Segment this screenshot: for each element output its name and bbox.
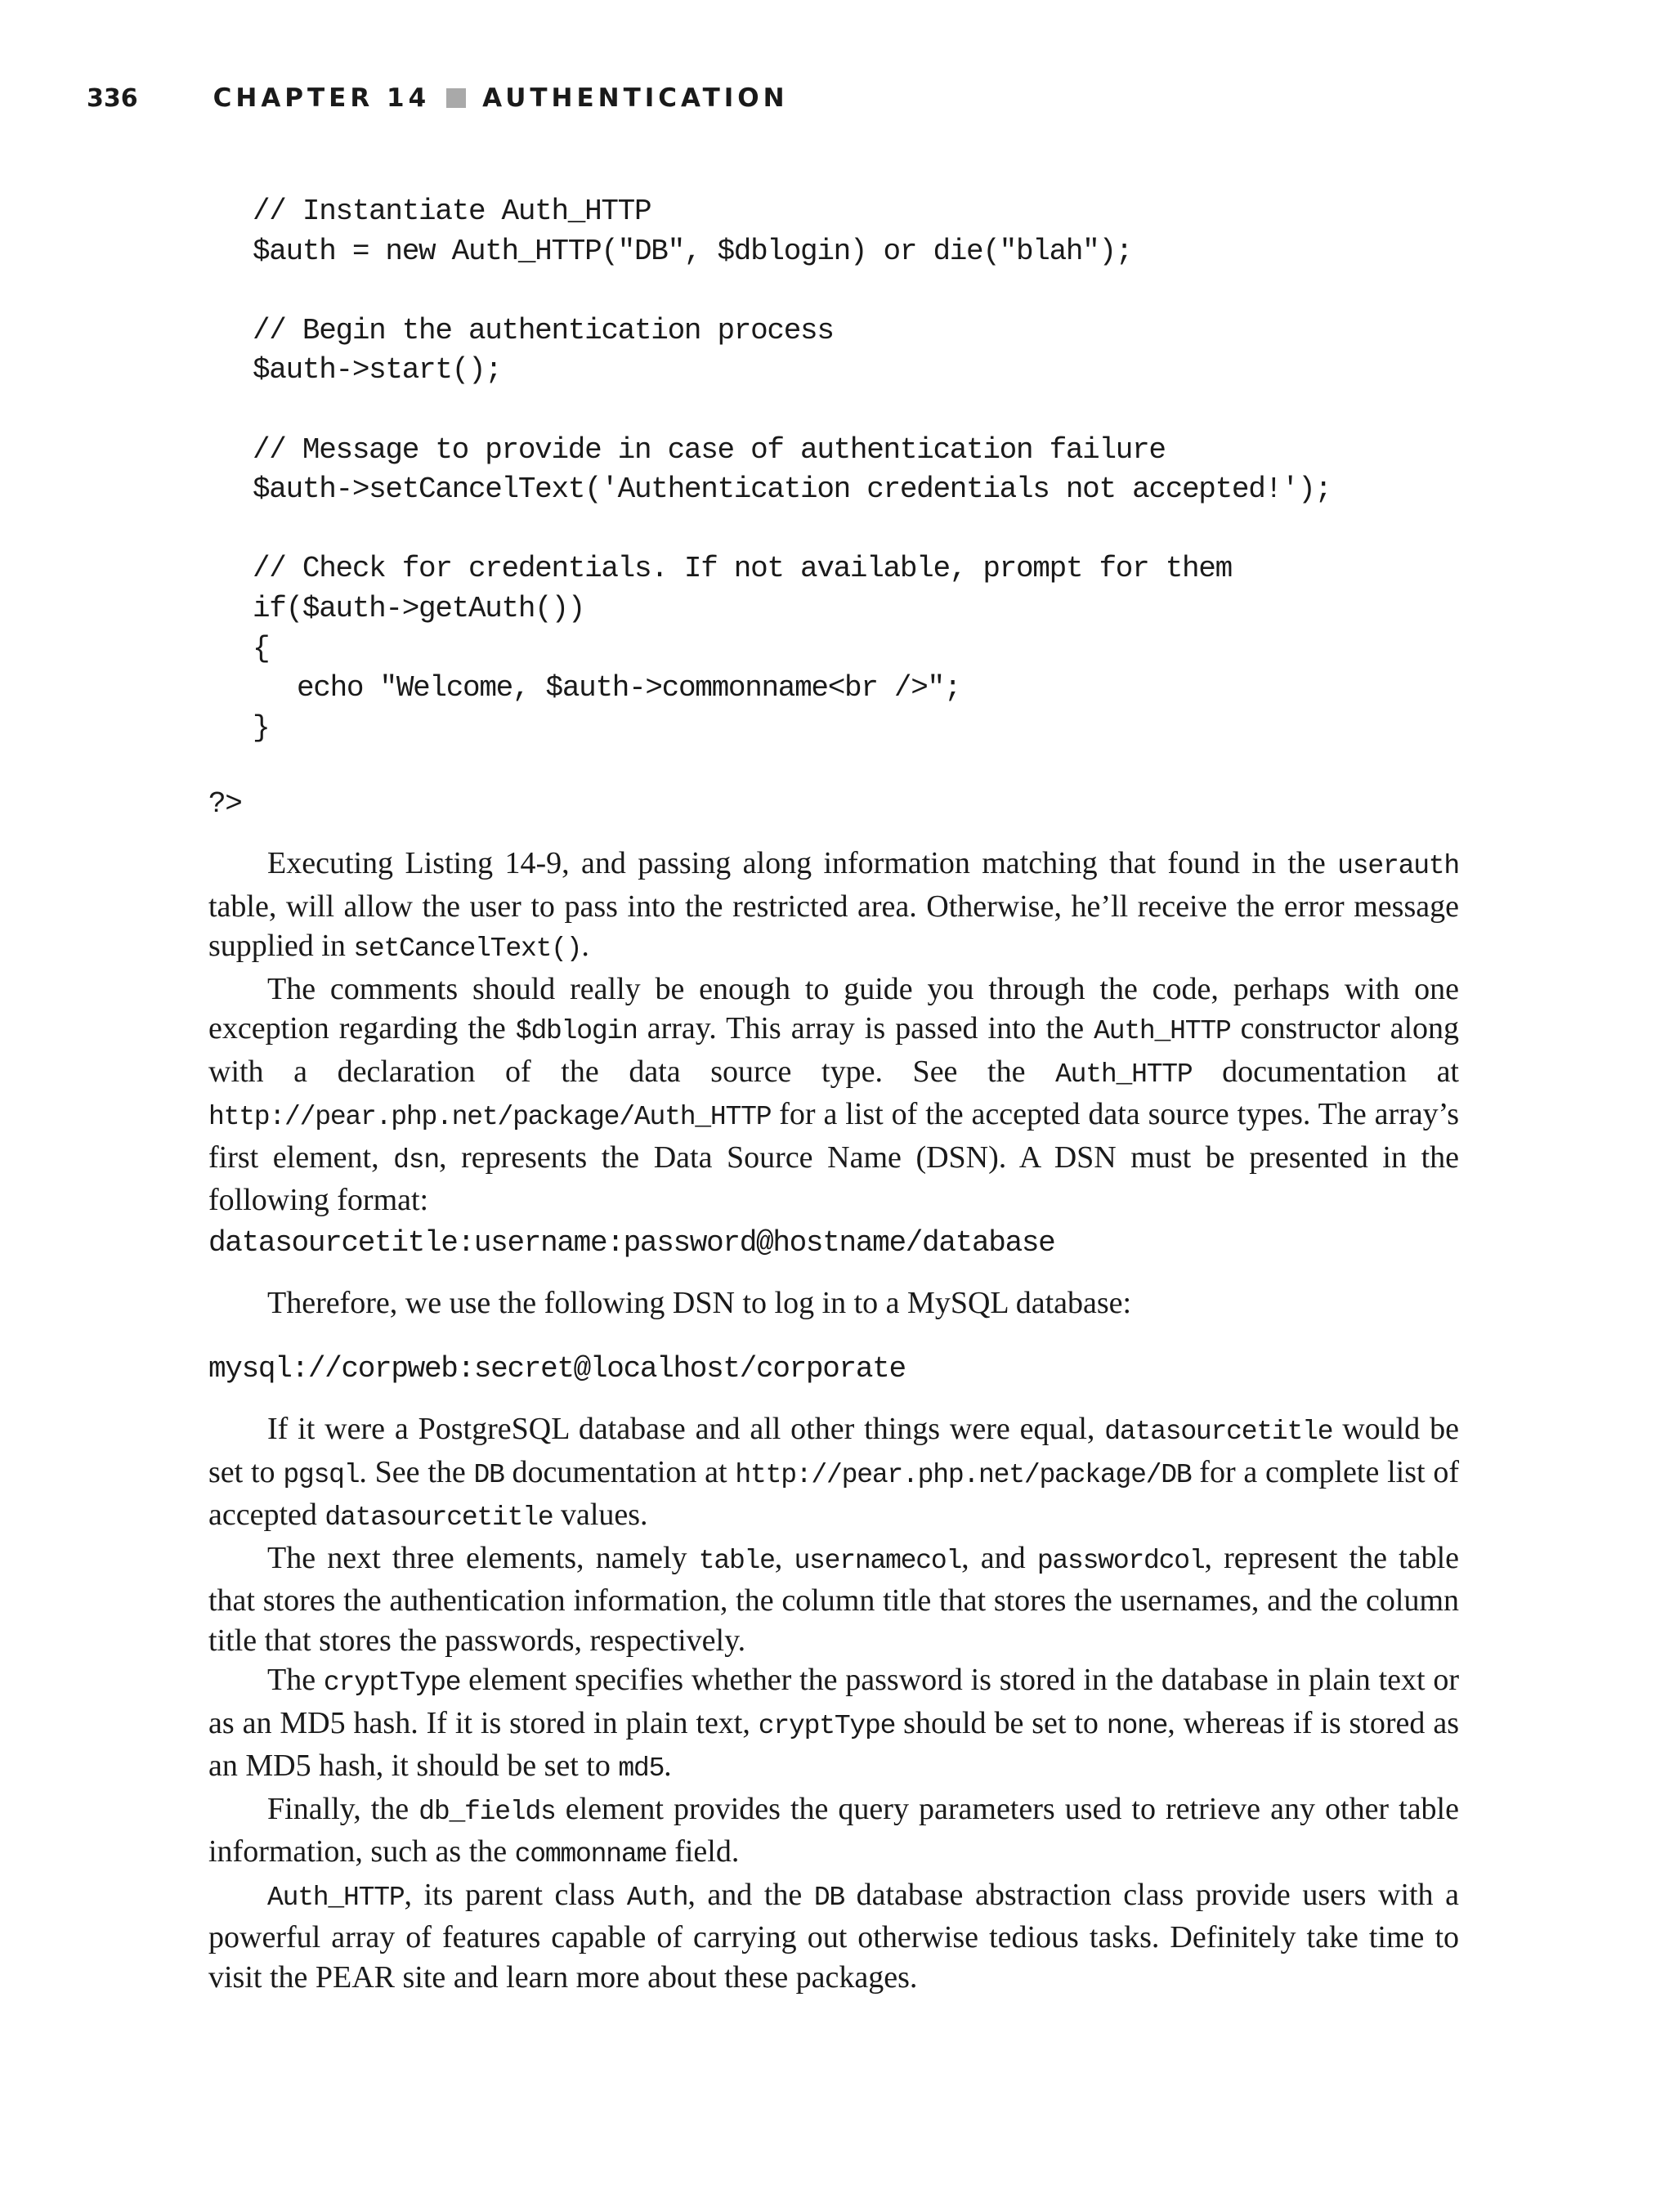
text-run: database abstraction class provide users with a powerful array of features capable of carrying out otherwise tedious tasks. Definitely take time to visit the PEAR site and learn more about these packages.	[208, 1877, 1459, 1995]
body-paragraph	[208, 1538, 1459, 1661]
text-run: table, will allow the user to pass into the restricted area. Otherwise, he’ll receive the error message supplied in	[208, 889, 1459, 963]
body-paragraph	[208, 1660, 1459, 1789]
running-header	[87, 80, 789, 116]
code-line	[0, 391, 1332, 431]
text-run: , its parent class	[404, 1877, 627, 1912]
inline-code: pgsql	[283, 1459, 360, 1490]
inline-code: datasourcetitle	[325, 1502, 553, 1533]
inline-code: userauth	[1337, 851, 1459, 881]
body-paragraph	[208, 969, 1459, 1220]
text-run: The	[267, 1663, 324, 1697]
inline-code: cryptType	[758, 1710, 896, 1741]
body-paragraph	[208, 1283, 1459, 1323]
inline-code: md5	[618, 1753, 665, 1784]
code-line: $auth->setCancelText('Authentication credentials not accepted!');	[253, 472, 1332, 507]
text-run: array. This array is passed into the	[637, 1011, 1094, 1046]
code-listing	[0, 192, 1332, 748]
text-run: element specifies whether the password is stored in the database in plain text or as an MD5 hash. If it is stored in plain text,	[208, 1663, 1460, 1740]
inline-code: Auth	[626, 1882, 688, 1913]
chapter-label: CHAPTER 14	[213, 83, 431, 113]
text-run: , and	[961, 1540, 1037, 1575]
text-run: The next three elements, namely	[267, 1540, 699, 1575]
text-run: If it were a PostgreSQL database and all other things were equal,	[267, 1412, 1105, 1446]
code-line: {	[253, 631, 270, 665]
code-closing-tag: ?>	[208, 787, 242, 821]
inline-code: setCancelText()	[353, 934, 582, 964]
inline-code: DB	[473, 1459, 504, 1490]
text-run: , whereas if is stored as an MD5 hash, it should be set to	[208, 1705, 1460, 1783]
body-paragraph	[208, 1409, 1459, 1538]
code-line	[0, 510, 1332, 550]
body-paragraph	[208, 1875, 1459, 1998]
dsn-format-line: datasourcetitle:username:password@hostname/database	[208, 1226, 1055, 1260]
code-line: }	[253, 710, 270, 745]
code-line: // Message to provide in case of authentication failure	[253, 432, 1166, 467]
inline-code: Auth_HTTP	[1055, 1059, 1193, 1090]
inline-code: commonname	[514, 1839, 667, 1869]
dsn-example-line: mysql://corpweb:secret@localhost/corporate	[208, 1352, 906, 1386]
inline-code: usernamecol	[794, 1545, 962, 1576]
inline-code: dsn	[393, 1144, 439, 1175]
code-line: echo "Welcome, $auth->commonname<br />";	[297, 671, 961, 705]
text-run: would be set to	[208, 1412, 1459, 1489]
code-line: $auth->start();	[253, 353, 502, 387]
separator-square-icon	[446, 88, 466, 108]
paragraphs-before-dsn	[208, 844, 1459, 1220]
inline-code: passwordcol	[1036, 1545, 1205, 1576]
text-run: Finally, the	[267, 1791, 419, 1826]
text-run: . See the	[359, 1454, 474, 1489]
section-title: AUTHENTICATION	[482, 83, 789, 113]
inline-code: Auth_HTTP	[267, 1882, 405, 1913]
inline-code: none	[1106, 1710, 1168, 1741]
text-run: values.	[553, 1498, 648, 1532]
text-run: documentation at	[1192, 1054, 1459, 1089]
inline-code: db_fields	[418, 1796, 556, 1827]
body-paragraph	[208, 1789, 1459, 1875]
text-run: should be set to	[895, 1705, 1107, 1740]
text-run: for a list of the accepted data source types. The array’s first element,	[208, 1097, 1459, 1175]
text-run: Therefore, we use the following DSN to log in to a MySQL database:	[267, 1286, 1132, 1320]
code-line	[0, 271, 1332, 311]
text-run: Executing Listing 14-9, and passing along information matching that found in the	[267, 846, 1338, 880]
inline-code: http://pear.php.net/package/DB	[735, 1459, 1192, 1490]
inline-code: DB	[813, 1882, 845, 1913]
inline-code: table	[698, 1545, 775, 1576]
inline-code: http://pear.php.net/package/Auth_HTTP	[208, 1102, 772, 1132]
code-line: // Check for credentials. If not available, prompt for them	[253, 552, 1232, 586]
text-run: documentation at	[504, 1454, 736, 1489]
text-run: element provides the query parameters used to retrieve any other table information, such as the	[208, 1791, 1459, 1869]
code-line: // Begin the authentication process	[253, 313, 834, 347]
code-line: $auth = new Auth_HTTP("DB", $dblogin) or die("blah");	[253, 234, 1133, 268]
code-line: if($auth->getAuth())	[253, 591, 585, 625]
page-number: 336	[87, 83, 138, 113]
inline-code: Auth_HTTP	[1094, 1016, 1231, 1046]
text-run: , represent the table that stores the authentication information, the column title that stores the usernames, and the column title that stores the passwords, respectively.	[208, 1540, 1460, 1658]
inline-code: $dblogin	[515, 1016, 638, 1046]
text-run: The comments should really be enough to guide you through the code, perhaps with one exception regarding the	[208, 971, 1459, 1046]
text-run: .	[581, 929, 589, 963]
inline-code: cryptType	[323, 1668, 461, 1698]
text-run: field.	[666, 1834, 740, 1869]
text-run: , and the	[687, 1877, 814, 1912]
paragraphs-after	[208, 1409, 1459, 1997]
text-run: .	[664, 1749, 672, 1783]
text-run: , represents the Data Source Name (DSN). A DSN must be presented in the following format:	[208, 1140, 1460, 1217]
inline-code: datasourcetitle	[1104, 1417, 1333, 1447]
text-run: constructor along with a declaration of the data source type. See the	[208, 1011, 1459, 1089]
text-run: for a complete list of accepted	[208, 1454, 1459, 1532]
body-paragraph	[208, 844, 1459, 969]
code-line: // Instantiate Auth_HTTP	[253, 195, 651, 228]
text-run: ,	[774, 1540, 794, 1575]
paragraphs-middle	[208, 1283, 1459, 1323]
